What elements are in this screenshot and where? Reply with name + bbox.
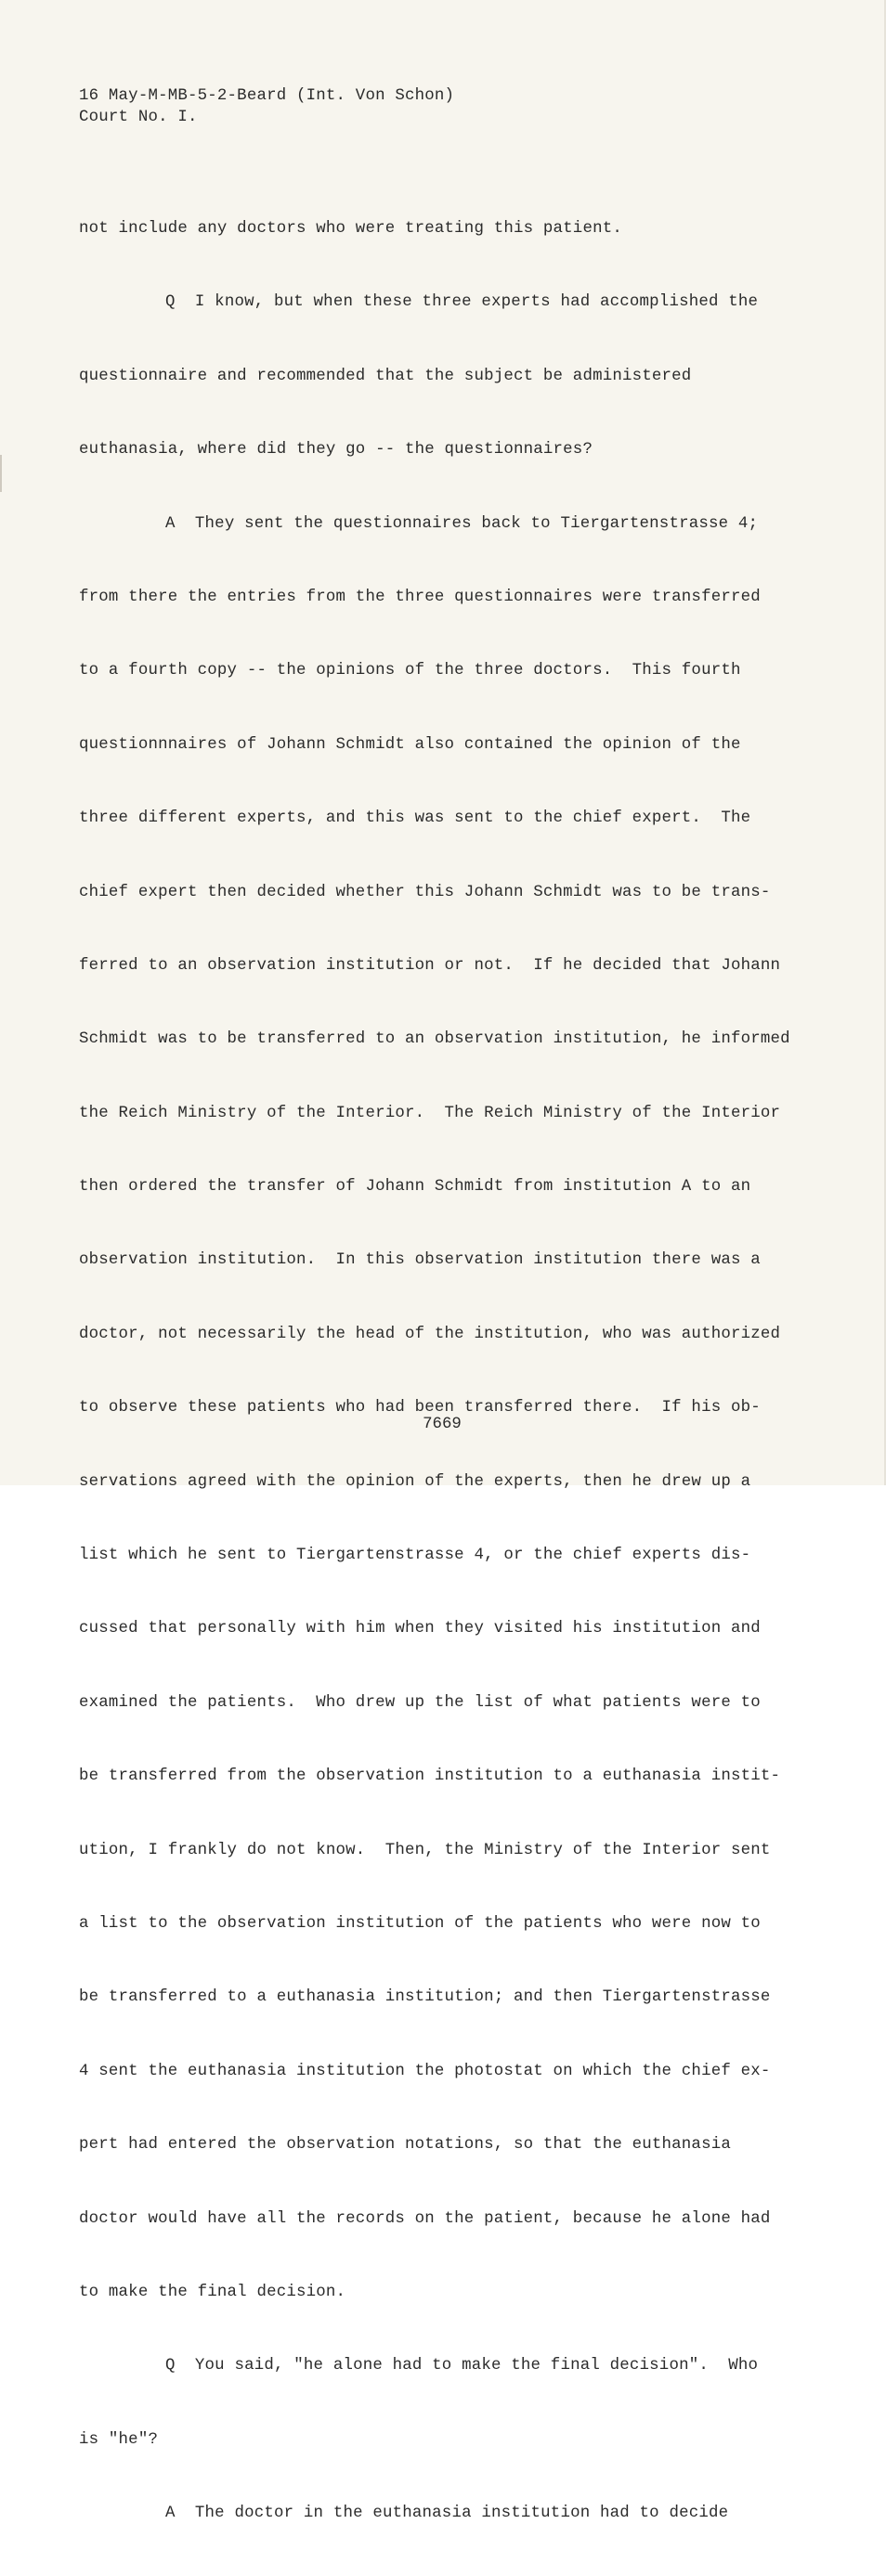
text-line: is "he"? — [79, 2430, 159, 2449]
text-line: cussed that personally with him when they visited his institution and — [79, 1620, 761, 1638]
text-line: examined the patients. Who drew up the list of what patients were to — [79, 1693, 761, 1712]
text-line: observation institution. In this observation institution there was a — [79, 1251, 761, 1270]
text-line: to a fourth copy -- the opinions of the three doctors. This fourth — [79, 662, 741, 680]
text-line: be transferred from the observation institution to a euthanasia instit- — [79, 1767, 781, 1786]
text-line-answer: A The doctor in the euthanasia institution had to decide — [165, 2505, 729, 2523]
header-court-line: Court No. I. — [79, 109, 198, 126]
text-line: from there the entries from the three questionnaires were transferred — [79, 588, 761, 606]
text-line: doctor would have all the records on the patient, because he alone had — [79, 2209, 771, 2228]
text-line: three different experts, and this was sent to the chief expert. The — [79, 809, 751, 828]
text-line: Schmidt was to be transferred to an observation institution, he informed — [79, 1030, 790, 1049]
text-line: the Reich Ministry of the Interior. The Reich Ministry of the Interior — [79, 1104, 781, 1122]
text-line: doctor, not necessarily the head of the institution, who was authorized — [79, 1325, 781, 1343]
text-line: 4 sent the euthanasia institution the photostat on which the chief ex- — [79, 2062, 771, 2080]
text-line: not include any doctors who were treating this patient. — [79, 220, 622, 238]
text-line: euthanasia, where did they go -- the questionnaires? — [79, 441, 593, 460]
text-line: chief expert then decided whether this Johann Schmidt was to be trans- — [79, 883, 771, 901]
text-line: ferred to an observation institution or not. If he decided that Johann — [79, 956, 781, 975]
text-line-question: Q I know, but when these three experts had accomplished the — [165, 293, 759, 312]
text-line: a list to the observation institution of the patients who were now to — [79, 1914, 761, 1933]
header-reference-line: 16 May-M-MB-5-2-Beard (Int. Von Schon) — [79, 87, 455, 105]
text-line: servations agreed with the opinion of the experts, then he drew up a — [79, 1472, 751, 1491]
text-line: to make the final decision. — [79, 2283, 346, 2301]
text-line: to observe these patients who had been transferred there. If his ob- — [79, 1399, 761, 1417]
text-line: questionnnaires of Johann Schmidt also contained the opinion of the — [79, 735, 741, 754]
text-line: questionnaire and recommended that the subject be administered — [79, 367, 692, 385]
text-line: ution, I frankly do not know. Then, the Ministry of the Interior sent — [79, 1841, 771, 1859]
text-line: be transferred to a euthanasia institution; and then Tiergartenstrasse — [79, 1988, 771, 2007]
text-line-question: Q You said, "he alone had to make the final decision". Who — [165, 2357, 759, 2375]
transcript-body — [79, 182, 790, 2576]
text-line: then ordered the transfer of Johann Schmidt from institution A to an — [79, 1178, 751, 1197]
page-number: 7669 — [423, 1416, 462, 1433]
text-line: pert had entered the observation notations, so that the euthanasia — [79, 2136, 731, 2155]
text-line: list which he sent to Tiergartenstrasse 4, or the chief experts dis- — [79, 1547, 751, 1565]
page-edge-mark — [0, 455, 2, 492]
text-line-answer: A They sent the questionnaires back to Tiergartenstrasse 4; — [165, 514, 759, 533]
